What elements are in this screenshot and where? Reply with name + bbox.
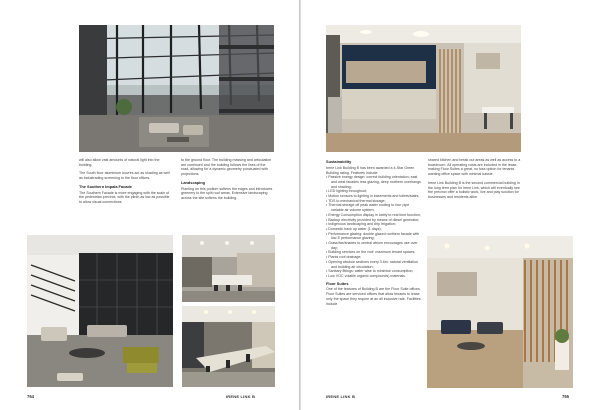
list-item: • LED lighting throughout; (326, 189, 422, 194)
paragraph: One of the features of Building B are the Floor Suite offices. Floor Suites are serviced offices that allow tenants to lease only the space they require at an all inclusive rate. Facilities include (326, 287, 421, 306)
list-item: • Low VOC volatile organic compounds) materials. (326, 274, 422, 279)
reception-photo (427, 236, 573, 388)
right-text-column-2 (428, 158, 522, 204)
paragraph: Planting on this podium softens the edges and introduces greenery to the split roof areas. Extensive landscaping across the site softens the building. (181, 186, 273, 201)
running-title: IRENE LINK B (326, 394, 356, 399)
paragraph: Irene Link Building B is the second commercial building in the long term plan for Irene Link, which will eventually see the precinct offer a holistic work, live and play solution for businesses and residents alike. (428, 180, 520, 199)
list-item: • Backup electricity provided by means of diesel generator; (326, 218, 422, 223)
boardroom-photo (182, 306, 275, 387)
paragraph: The South floor aluminium louvres act as shading as well as balustrading screening to the floor offices. (79, 171, 170, 181)
page-number: 764 (27, 394, 34, 399)
list-item: • Opening window sections every 3.6m: natural ventilation and building air circulation; (326, 260, 422, 269)
left-page (0, 0, 299, 410)
list-item: • Plants roof drainage; (326, 255, 422, 260)
right-page (301, 0, 600, 410)
section-heading: Floor Suites (326, 280, 349, 286)
list-item: • Energy Consumption display in lobby to real time function; (326, 213, 422, 218)
list-item: • Performance glazing: double glazed northern facade with low-E performance glazing; (326, 232, 422, 241)
list-item: • Motion sensors to lighting in basements and toilets/stairs; (326, 194, 422, 199)
lounge-photo (27, 235, 173, 387)
list-item: • Passive energy design: correct building orientation; east and west facades less glazing, deep northern overhangs and shading; (326, 175, 422, 189)
section-heading: The Southern Impala Facade (79, 183, 132, 189)
section-heading: Sustainability (326, 159, 352, 164)
list-item: • Sanitary fittings: water wise to minimise consumption; (326, 269, 422, 274)
left-text-column-1 (79, 158, 171, 209)
list-item: • Building services on the roof: maximum tenant spaces; (326, 250, 422, 255)
paragraph: The Southern Facade is more engaging with the scale of the pedestrian precinct, with the plinth as low as possible to allow visual connections (79, 190, 170, 205)
list-item: • Indigenous landscaping and drip irrigation; (326, 222, 422, 227)
paragraph: Irene Link Building B has been awarded a 4-Star Green Building rating. Features include: (326, 165, 415, 175)
canteen-photo (182, 235, 275, 302)
right-text-column-1 (326, 158, 422, 310)
paragraph: will also allow vast amounts of natural light into the building. (79, 158, 160, 167)
list-item: • Thermal storage off peak water cooling to four pipe variable air volume system; (326, 203, 422, 212)
running-title: IRENE LINK B (226, 394, 256, 399)
features-list (326, 175, 422, 278)
paragraph: to the ground floor. The building massing and articulation are continued and the building follows the lines of the road, allowing for a dynamic geometry punctuated with projections. (181, 158, 272, 177)
kitchen-photo (326, 25, 521, 152)
atrium-photo (79, 25, 274, 152)
list-item: • Grass/tax/shades to central atrium encourages use over day; (326, 241, 422, 250)
section-heading: Landscaping (181, 179, 205, 185)
paragraph: shared kitchen and break out areas as well as access to a boardroom. All operating costs are included in the lease, making Floor Suites a great, no fuss option for tenants wanting office space with minimal hassle. (428, 158, 521, 177)
list-item: • Domestic back up water (1 days); (326, 227, 422, 232)
list-item: • TDS to mechanical thermal storage; (326, 199, 422, 204)
page-number: 765 (562, 394, 569, 399)
left-text-column-2 (181, 158, 274, 205)
